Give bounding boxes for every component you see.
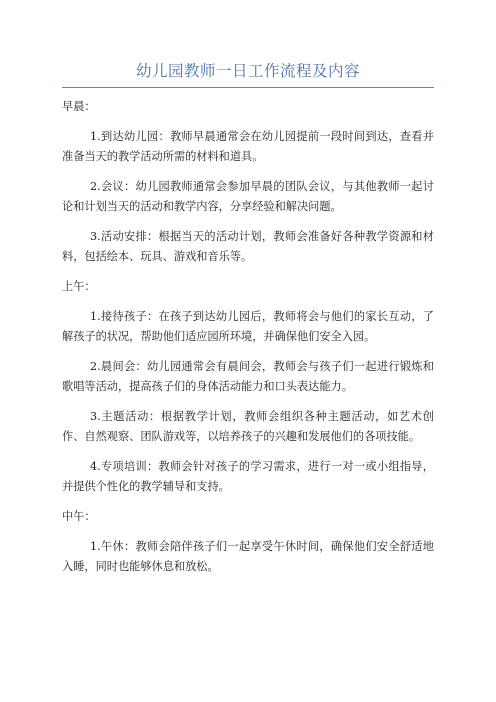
section-label-morning: 早晨： [62, 100, 96, 113]
paragraph-noon-1: 1.午休：教师会陪伴孩子们一起享受午休时间，确保他们安全舒适地入睡，同时也能够休息和放松。 [62, 540, 434, 573]
paragraph-morning-3: 3.活动安排：根据当天的活动计划，教师会准备好各种教学资源和材料，包括绘本、玩具、游戏和音乐等。 [62, 230, 434, 263]
paragraph-morning-2: 2.会议：幼儿园教师通常会参加早晨的团队会议，与其他教师一起讨论和计划当天的活动和教学内容，分享经验和解决问题。 [62, 180, 434, 213]
section-label-forenoon: 上午： [62, 280, 96, 293]
paragraph-morning-1: 1.到达幼儿园：教师早晨通常会在幼儿园提前一段时间到达，查看并准备当天的教学活动所需的材料和道具。 [62, 130, 434, 163]
paragraph-forenoon-3: 3.主题活动：根据教学计划，教师会组织各种主题活动，如艺术创作、自然观察、团队游戏等，以培养孩子的兴趣和发展他们的各项技能。 [62, 410, 434, 443]
paragraph-forenoon-2: 2.晨间会：幼儿园通常会有晨间会，教师会与孩子们一起进行锻炼和歌唱等活动，提高孩子们的身体活动能力和口头表达能力。 [62, 360, 434, 393]
section-label-noon: 中午： [62, 510, 96, 523]
title-underline [62, 87, 434, 88]
paragraph-forenoon-1: 1.接待孩子：在孩子到达幼儿园后，教师将会与他们的家长互动，了解孩子的状况，帮助他们适应园所环境，并确保他们安全入园。 [62, 310, 434, 343]
document-title: 幼儿园教师一日工作流程及内容 [135, 62, 360, 80]
document-body [62, 97, 434, 577]
paragraph-forenoon-4: 4.专项培训：教师会针对孩子的学习需求，进行一对一或小组指导，并提供个性化的教学辅导和支持。 [62, 460, 434, 493]
